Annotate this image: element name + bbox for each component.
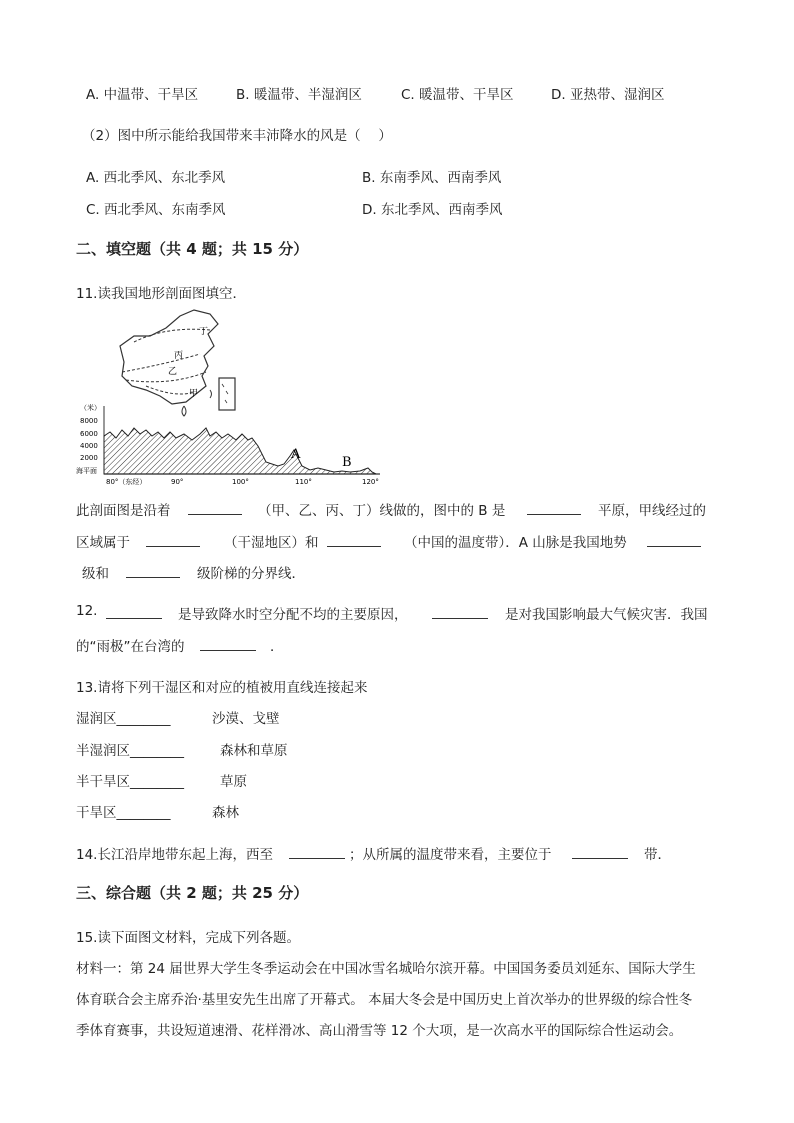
y-unit: （米） — [80, 404, 101, 412]
q11-line1-a: 此剖面图是沿着 — [76, 503, 171, 519]
q12-number: 12. — [76, 603, 98, 619]
y-tick-2000: 2000 — [80, 454, 98, 462]
q14-part-b: ；从所属的温度带来看，主要位于 — [349, 847, 552, 863]
map-label-bing: 丙 — [174, 351, 184, 361]
q12-blank-1[interactable] — [106, 604, 162, 619]
q10-part2-option-c: C. 西北季风、东南季风 — [86, 202, 226, 218]
y-tick-6000: 6000 — [80, 430, 98, 438]
q11-line3-b: 级阶梯的分界线． — [197, 566, 305, 582]
china-map-outline — [120, 310, 218, 404]
q10-part2-stem: （2）图中所示能给我国带来丰沛降水的风是（ ） — [82, 128, 392, 144]
q15-material-line-1: 材料一：第 24 届世界大学生冬季运动会在中国冰雪名城哈尔滨开幕。中国国务委员刘延东、国际大学生 — [76, 961, 696, 977]
q13-right-4: 森林 — [212, 805, 239, 821]
q15-material-line-3: 季体育赛事，共设短道速滑、花样滑冰、高山滑雪等 12 个大项，是一次高水平的国际综合性运动会。 — [76, 1023, 683, 1039]
section-title-comprehensive: 三、综合题（共 2 题；共 25 分） — [76, 884, 309, 902]
y-tick-sea-level: 海平面 — [76, 467, 97, 475]
section-title-fill-blank: 二、填空题（共 4 题；共 15 分） — [76, 240, 309, 258]
q11-blank-5[interactable] — [647, 532, 701, 547]
x-tick-100: 100° — [232, 478, 249, 486]
q14-part-c: 带． — [644, 847, 671, 863]
q11-line1-b: （甲、乙、丙、丁）线做的，图中的 B 是 — [258, 503, 506, 519]
q13-stem: 13.请将下列干湿区和对应的植被用直线连接起来 — [76, 680, 368, 696]
x-tick-80: 80°（东经） — [106, 478, 147, 486]
q14-blank-1[interactable] — [289, 844, 345, 859]
q13-right-2: 森林和草原 — [220, 743, 288, 759]
map-inset-box — [219, 378, 235, 410]
q13-left-2: 半湿润区________ — [76, 743, 184, 759]
q10-part2-option-d: D. 东北季风、西南季风 — [362, 202, 503, 218]
q10-part2-option-a: A. 西北季风、东北季风 — [86, 170, 226, 186]
q11-blank-6[interactable] — [126, 563, 180, 578]
q10-option-a: A. 中温带、干旱区 — [86, 87, 199, 103]
q12-line1-c: 是对我国影响最大气候灾害．我国 — [505, 607, 708, 623]
peak-label-a: A — [291, 447, 301, 462]
x-tick-120: 120° — [362, 478, 379, 486]
q11-line3-a: 级和 — [82, 566, 109, 582]
map-label-ding: 丁 — [199, 327, 209, 337]
q12-blank-3[interactable] — [200, 636, 256, 651]
q12-blank-2[interactable] — [432, 604, 488, 619]
peak-label-b: B — [342, 455, 352, 470]
y-tick-8000: 8000 — [80, 417, 98, 425]
q15-stem: 15.读下面图文材料，完成下列各题。 — [76, 930, 300, 946]
q11-blank-4[interactable] — [327, 532, 381, 547]
map-label-jia: 甲 — [189, 389, 199, 399]
q13-left-1: 湿润区________ — [76, 711, 171, 727]
q11-profile-figure — [76, 306, 386, 488]
x-tick-90: 90° — [171, 478, 184, 486]
q10-part2-option-b: B. 东南季风、西南季风 — [362, 170, 502, 186]
q11-stem: 11.读我国地形剖面图填空． — [76, 286, 246, 302]
q14-part-a: 14.长江沿岸地带东起上海，西至 — [76, 847, 273, 863]
q11-blank-2[interactable] — [527, 500, 581, 515]
q11-line2-a: 区域属于 — [76, 535, 130, 551]
q11-line2-c: （中国的温度带）．A 山脉是我国地势 — [404, 535, 627, 551]
q11-blank-3[interactable] — [146, 532, 200, 547]
q11-blank-1[interactable] — [188, 500, 242, 515]
y-tick-4000: 4000 — [80, 442, 98, 450]
map-label-yi: 乙 — [168, 367, 178, 377]
q14-blank-2[interactable] — [572, 844, 628, 859]
q15-material-line-2: 体育联合会主席乔治·基里安先生出席了开幕式。 本届大冬会是中国历史上首次举办的世界级的综合性冬 — [76, 992, 693, 1008]
x-tick-110: 110° — [295, 478, 312, 486]
q12-line2-a: 的“雨极”在台湾的 — [76, 639, 185, 655]
q12-line2-b: ． — [270, 639, 284, 655]
q11-line2-b: （干湿地区）和 — [224, 535, 319, 551]
q13-left-4: 干旱区________ — [76, 805, 171, 821]
q11-line1-c: 平原，甲线经过的 — [598, 503, 706, 519]
q12-line1-b: 是导致降水时空分配不均的主要原因， — [178, 607, 408, 623]
q10-option-b: B. 暖温带、半湿润区 — [236, 87, 362, 103]
q13-right-1: 沙漠、戈壁 — [212, 711, 280, 727]
q10-option-c: C. 暖温带、干旱区 — [401, 87, 514, 103]
q10-option-d: D. 亚热带、湿润区 — [551, 87, 665, 103]
terrain-profile — [104, 428, 376, 474]
q13-right-3: 草原 — [220, 774, 247, 790]
q13-left-3: 半干旱区________ — [76, 774, 184, 790]
